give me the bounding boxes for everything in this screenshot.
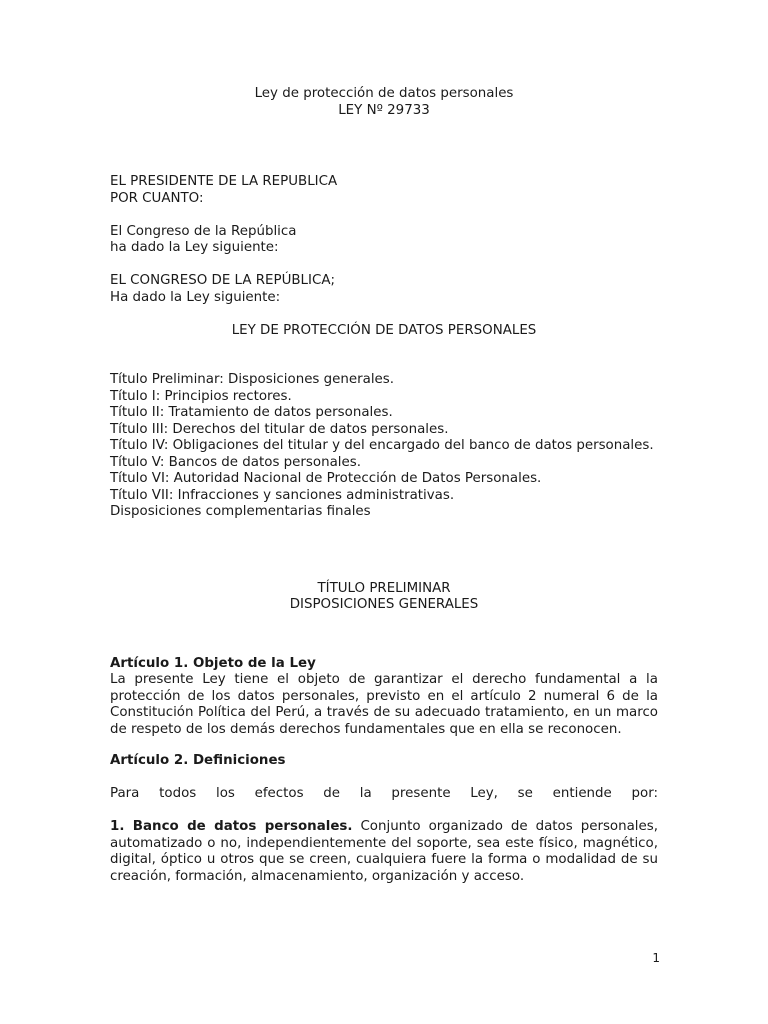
article-2-intro: Para todos los efectos de la presente Ley, se entiende por:: [110, 786, 658, 801]
preamble-line: ha dado la Ley siguiente:: [110, 240, 279, 255]
toc-item: Disposiciones complementarias finales: [110, 504, 371, 519]
law-number: LEY Nº 29733: [338, 102, 430, 118]
preamble-line: EL PRESIDENTE DE LA REPUBLICA: [110, 174, 338, 189]
preamble-congress-upper: [110, 273, 658, 306]
section-subtitle: DISPOSICIONES GENERALES: [289, 597, 479, 612]
article-1-body: La presente Ley tiene el objeto de garantizar el derecho fundamental a la protección de los datos personales, previsto en el artículo 2 numeral 6 de la Constitución Política del Perú, a través de su adecuado tratamiento, en un marco de respeto de los demás derechos fundamentales que en ella se reconocen.: [110, 672, 658, 737]
document-title: Ley de protección de datos personales: [254, 86, 514, 101]
preamble-line: El Congreso de la República: [110, 223, 297, 239]
preamble-president: [110, 174, 658, 207]
toc-item: Título IV: Obligaciones del titular y del encargado del banco de datos personales.: [110, 438, 654, 453]
preamble-line: Ha dado la Ley siguiente:: [110, 289, 281, 305]
toc-item: Título Preliminar: Disposiciones generales.: [110, 372, 395, 387]
preamble-congress: [110, 224, 658, 257]
document-body: [110, 86, 658, 885]
toc-item: Título I: Principios rectores.: [110, 388, 292, 404]
definition-1-body: Conjunto organizado de datos personales, automatizado o no, independientemente del soporte, sea este físico, magnético, digital, óptico u otros que se creen, cualquiera fuere la forma o modalidad de su creación, formación, almacenamiento, organización y acceso.: [110, 819, 658, 884]
preamble-line: POR CUANTO:: [110, 190, 204, 206]
table-of-contents: [110, 372, 658, 521]
toc-item: Título VI: Autoridad Nacional de Protección de Datos Personales.: [110, 471, 542, 486]
law-heading: LEY DE PROTECCIÓN DE DATOS PERSONALES: [231, 322, 537, 338]
page-number: 1: [652, 951, 660, 965]
toc-item: Título V: Bancos de datos personales.: [110, 454, 361, 470]
toc-item: Título VII: Infracciones y sanciones administrativas.: [110, 487, 455, 503]
preamble-line: EL CONGRESO DE LA REPÚBLICA;: [110, 273, 335, 288]
article-2-heading: Artículo 2. Definiciones: [110, 753, 286, 768]
definition-1: [110, 819, 658, 885]
toc-item: Título III: Derechos del titular de datos personales.: [110, 421, 449, 437]
definition-1-term: 1. Banco de datos personales.: [110, 819, 353, 834]
toc-item: Título II: Tratamiento de datos personales.: [110, 405, 393, 420]
section-title: TÍTULO PRELIMINAR: [317, 580, 451, 596]
article-1-heading: Artículo 1. Objeto de la Ley: [110, 655, 316, 671]
